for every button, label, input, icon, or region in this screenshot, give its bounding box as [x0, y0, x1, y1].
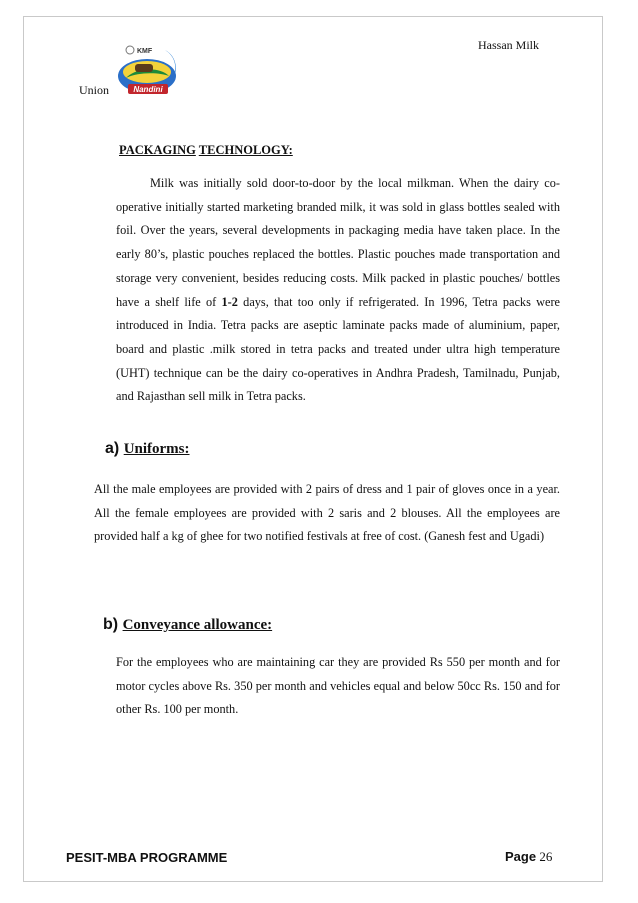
conveyance-title: Conveyance allowance:: [122, 617, 273, 633]
header-union: Union: [79, 83, 109, 97]
nandini-logo: [113, 42, 183, 102]
packaging-text-b: days, that too only if refrigerated. In 1996, Tetra packs were introduced in India. Tetra packs are aseptic laminate packs made of aluminium, paper, board and plastic .milk stored in tetra packs and treated under ultra high temperature (UHT) technique can be the dairy co-operatives in Andhra Pradesh, Tamilnadu, Punjab, and Rajasthan sell milk in Tetra packs.: [116, 294, 561, 404]
conveyance-marker: b): [103, 616, 119, 633]
footer-programme: PESIT-MBA PROGRAMME: [66, 850, 228, 865]
uniforms-paragraph: All the male employees are provided with 2 pairs of dress and 1 pair of gloves once in a year. All the female employees are provided with 2 saris and 2 blouses. All the employees are provided half a kg of ghee for two notified festivals at free of cost. (Ganesh fest and Ugadi): [94, 482, 560, 544]
header-title: Hassan Milk: [478, 38, 539, 52]
uniforms-title: Uniforms:: [123, 441, 190, 457]
packaging-paragraph: [116, 172, 560, 409]
packaging-heading: [119, 143, 293, 158]
footer-page-label: Page: [505, 849, 537, 864]
uniforms-marker: a): [105, 440, 120, 457]
conveyance-heading: [103, 616, 272, 634]
logo-top-text: KMF: [137, 48, 153, 55]
uniforms-heading: [105, 440, 190, 458]
packaging-text-bold: 1-2: [221, 294, 238, 309]
footer-page-number: 26: [539, 849, 553, 864]
logo-brand: Nandini: [133, 85, 163, 94]
footer-page: [505, 849, 552, 865]
conveyance-paragraph: For the employees who are maintaining car they are provided Rs 550 per month and for motor cycles above Rs. 350 per month and vehicles equal and below 50cc Rs. 150 and for other Rs. 100 per month.: [116, 655, 560, 717]
packaging-heading-part1: PACKAGING: [119, 143, 196, 157]
packaging-heading-part2: TECHNOLOGY:: [198, 143, 293, 157]
packaging-text-a: Milk was initially sold door-to-door by the local milkman. When the dairy co-operative initially started marketing branded milk, it was sold in glass bottles sealed with foil. Over the years, several developments in packaging media have taken place. In the early 80’s, plastic pouches replaced the bottles. Plastic pouches made transportation and storage very convenient, besides reducing costs. Milk packed in plastic pouches/ bottles have a shelf life of: [116, 176, 560, 309]
